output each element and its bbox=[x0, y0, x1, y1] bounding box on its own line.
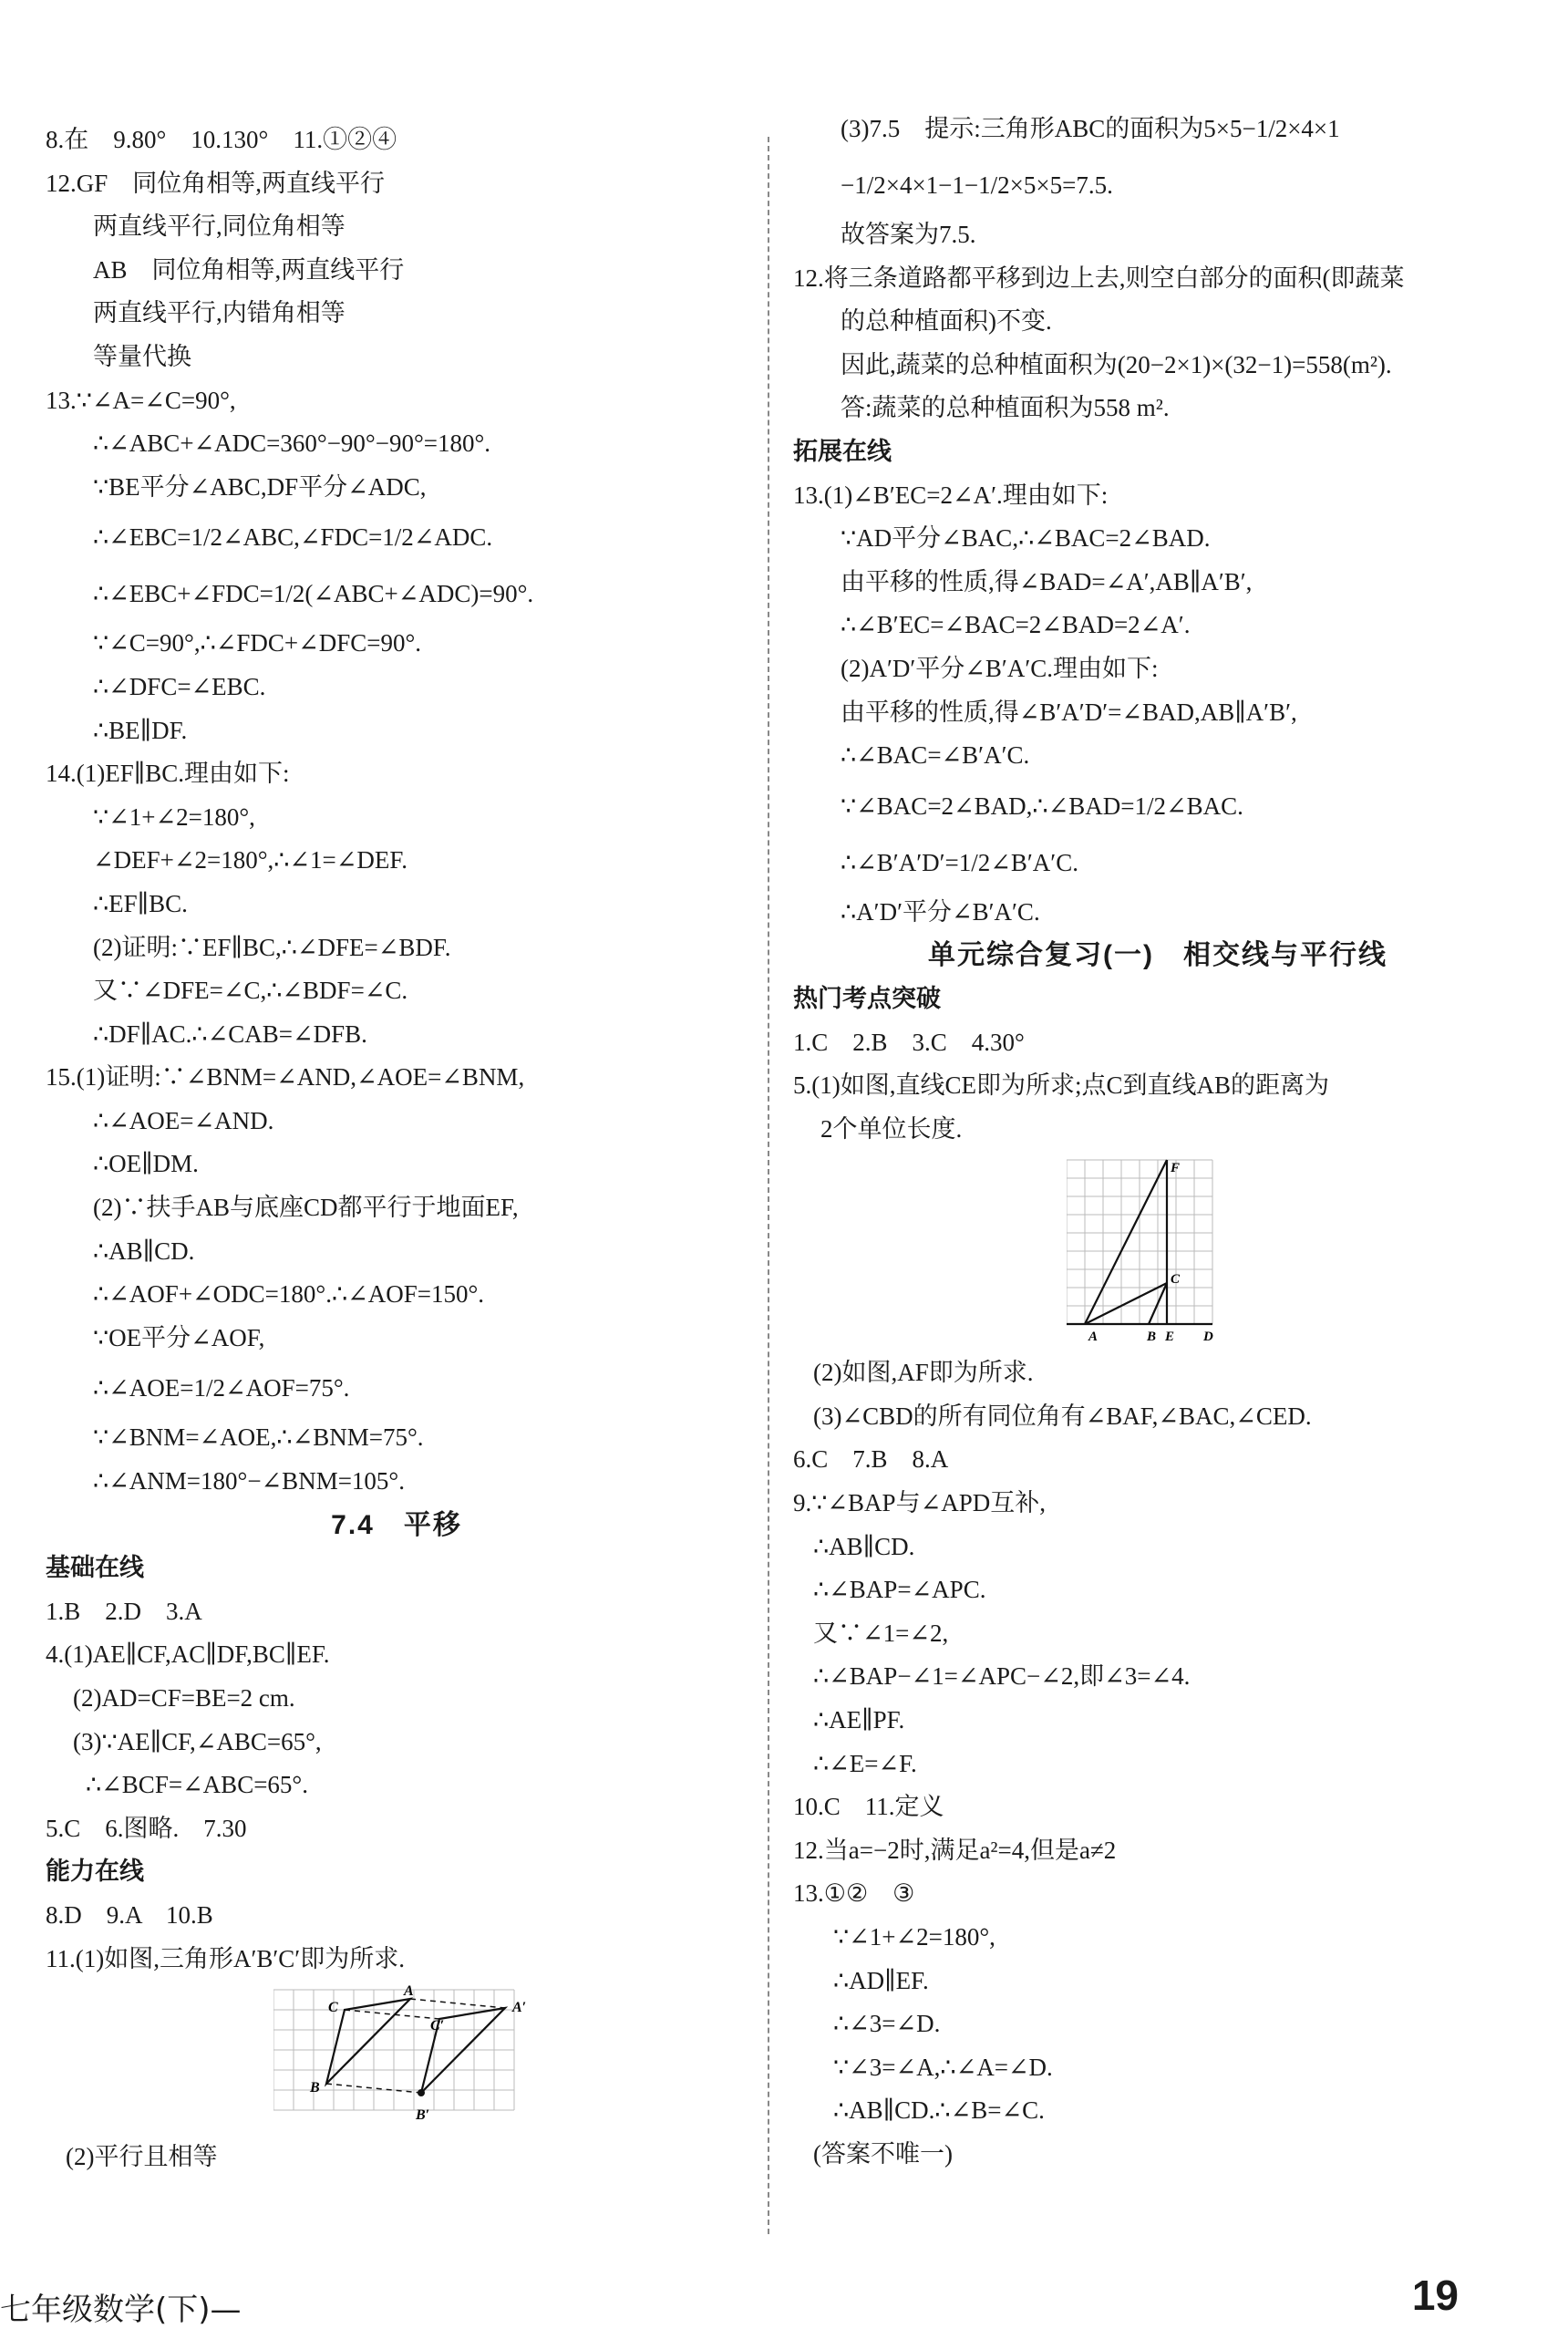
answer-line: ∵BE平分∠ABC,DF平分∠ADC, bbox=[93, 472, 427, 501]
answer-line: ∴AB∥CD. bbox=[93, 1237, 195, 1265]
answer-line: 13.①② ③ bbox=[793, 1879, 915, 1908]
answer-line: ∴∠B′A′D′=1/2∠B′A′C. bbox=[841, 848, 1078, 876]
point-label: C bbox=[1171, 1272, 1181, 1288]
answer-line: 5.(1)如图,直线CE即为所求;点C到直线AB的距离为 bbox=[793, 1071, 1330, 1100]
answer-line: ∴AB∥CD.∴∠B=∠C. bbox=[833, 2096, 1045, 2125]
answer-line: 2个单位长度. bbox=[820, 1114, 963, 1143]
subsection-heading: 能力在线 bbox=[46, 1858, 144, 1886]
point-label: A bbox=[404, 1983, 414, 2000]
answer-line: 答:蔬菜的总种植面积为558 m². bbox=[841, 394, 1170, 422]
answer-line: ∵∠BAC=2∠BAD,∴∠BAD=1/2∠BAC. bbox=[841, 792, 1243, 820]
answer-line: 12.将三条道路都平移到边上去,则空白部分的面积(即蔬菜 bbox=[793, 264, 1405, 292]
subsection-heading: 拓展在线 bbox=[793, 437, 892, 465]
answer-line: 1.C 2.B 3.C 4.30° bbox=[793, 1028, 1025, 1056]
answer-line: ∴∠ABC+∠ADC=360°−90°−90°=180°. bbox=[93, 430, 491, 458]
point-label: F bbox=[1171, 1161, 1181, 1176]
answer-line: ∴AB∥CD. bbox=[813, 1532, 915, 1560]
subsection-heading: 热门考点突破 bbox=[793, 984, 941, 1012]
answer-line: 等量代换 bbox=[93, 342, 191, 370]
answer-line: 由平移的性质,得∠BAD=∠A′,AB∥A′B′, bbox=[841, 567, 1253, 595]
answer-line: ∴EF∥BC. bbox=[93, 889, 188, 917]
answer-line: ∴OE∥DM. bbox=[93, 1150, 199, 1178]
answer-line: 8.在 9.80° 10.130° 11.①②④ bbox=[46, 126, 397, 153]
answer-line: 6.C 7.B 8.A bbox=[793, 1445, 949, 1474]
answer-line: ∴∠BAP−∠1=∠APC−∠2,即∠3=∠4. bbox=[813, 1662, 1191, 1691]
answer-line: ∴∠EBC=1/2∠ABC,∠FDC=1/2∠ADC. bbox=[93, 523, 493, 552]
point-label: B bbox=[1147, 1330, 1157, 1345]
answer-line: (3)∠CBD的所有同位角有∠BAF,∠BAC,∠CED. bbox=[813, 1402, 1312, 1430]
answer-line: 15.(1)证明:∵∠BNM=∠AND,∠AOE=∠BNM, bbox=[46, 1063, 525, 1092]
answer-line: 由平移的性质,得∠B′A′D′=∠BAD,AB∥A′B′, bbox=[841, 698, 1297, 726]
answer-line: ∵∠1+∠2=180°, bbox=[833, 1923, 995, 1951]
answer-line: 11.(1)如图,三角形A′B′C′即为所求. bbox=[46, 1944, 405, 1972]
translation-figure bbox=[46, 1981, 748, 2136]
point-label: D bbox=[1203, 1330, 1213, 1345]
page-number: 19 bbox=[1411, 2272, 1459, 2319]
answer-line: ∵∠BNM=∠AOE,∴∠BNM=75°. bbox=[93, 1423, 424, 1452]
answer-line: 1.B 2.D 3.A bbox=[46, 1597, 202, 1625]
answer-line: ∵∠3=∠A,∴∠A=∠D. bbox=[833, 2053, 1053, 2081]
answer-line: (2)证明:∵EF∥BC,∴∠DFE=∠BDF. bbox=[93, 933, 451, 961]
answer-line: ∴∠E=∠F. bbox=[813, 1749, 917, 1777]
footer-book-title: 七年级数学(下)— bbox=[0, 2292, 242, 2328]
answer-line: 两直线平行,同位角相等 bbox=[93, 212, 346, 241]
answer-line: ∠DEF+∠2=180°,∴∠1=∠DEF. bbox=[93, 846, 408, 875]
answer-line: 10.C 11.定义 bbox=[793, 1793, 944, 1821]
answer-line: ∴∠AOF+∠ODC=180°.∴∠AOF=150°. bbox=[93, 1280, 485, 1309]
answer-line: 两直线平行,内错角相等 bbox=[93, 299, 346, 327]
answer-line: 12.GF 同位角相等,两直线平行 bbox=[46, 169, 386, 197]
answer-line: 8.D 9.A 10.B bbox=[46, 1900, 213, 1929]
answer-line: ∵AD平分∠BAC,∴∠BAC=2∠BAD. bbox=[841, 524, 1211, 553]
answer-line: (2)AD=CF=BE=2 cm. bbox=[73, 1684, 295, 1712]
point-label: A′ bbox=[512, 2000, 527, 2016]
answer-line: (答案不唯一) bbox=[813, 2139, 953, 2168]
answer-line: ∴∠DFC=∠EBC. bbox=[93, 672, 266, 700]
answer-line: ∴∠EBC+∠FDC=1/2(∠ABC+∠ADC)=90°. bbox=[93, 580, 534, 608]
answer-line: (3)7.5 提示:三角形ABC的面积为5×5−1/2×4×1 bbox=[841, 115, 1340, 142]
answer-line: 9.∵∠BAP与∠APD互补, bbox=[793, 1489, 1046, 1517]
right-column bbox=[793, 115, 1522, 2177]
answer-line: −1/2×4×1−1−1/2×5×5=7.5. bbox=[841, 171, 1113, 199]
answer-line: 的总种植面积)不变. bbox=[841, 307, 1052, 336]
translation-grid-svg bbox=[273, 1981, 547, 2127]
answer-line: ∴AD∥EF. bbox=[833, 1966, 929, 1994]
answer-line: ∴∠3=∠D. bbox=[833, 2010, 941, 2038]
point-label: B′ bbox=[416, 2107, 430, 2124]
answer-line: 又∵∠1=∠2, bbox=[813, 1619, 949, 1647]
answer-line: 4.(1)AE∥CF,AC∥DF,BC∥EF. bbox=[46, 1640, 330, 1669]
point-label: A bbox=[1088, 1330, 1099, 1345]
answer-line: ∴∠BAC=∠B′A′C. bbox=[841, 741, 1030, 770]
answer-line: 又∵∠DFE=∠C,∴∠BDF=∠C. bbox=[93, 977, 408, 1005]
answer-line: AB 同位角相等,两直线平行 bbox=[93, 255, 405, 284]
column-divider bbox=[768, 137, 769, 2234]
answer-line: 14.(1)EF∥BC.理由如下: bbox=[46, 760, 290, 788]
subsection-heading: 基础在线 bbox=[46, 1554, 144, 1582]
answer-line: 13.∵∠A=∠C=90°, bbox=[46, 386, 236, 414]
answer-line: ∴∠ANM=180°−∠BNM=105°. bbox=[93, 1467, 405, 1496]
answer-line: ∴∠AOE=1/2∠AOF=75°. bbox=[93, 1374, 350, 1402]
answer-line: 5.C 6.图略. 7.30 bbox=[46, 1814, 247, 1842]
answer-line: 因此,蔬菜的总种植面积为(20−2×1)×(32−1)=558(m²). bbox=[841, 350, 1392, 378]
point-label: E bbox=[1165, 1330, 1175, 1345]
answer-line: ∴AE∥PF. bbox=[813, 1706, 905, 1734]
answer-line: (2)A′D′平分∠B′A′C.理由如下: bbox=[841, 654, 1159, 682]
answer-line: 13.(1)∠B′EC=2∠A′.理由如下: bbox=[793, 481, 1109, 509]
answer-line: ∴∠AOE=∠AND. bbox=[93, 1106, 274, 1134]
answer-line: (2)平行且相等 bbox=[66, 2143, 218, 2171]
point-label: B bbox=[310, 2080, 320, 2096]
answer-line: (3)∵AE∥CF,∠ABC=65°, bbox=[73, 1727, 322, 1755]
answer-line: 12.当a=−2时,满足a²=4,但是a≠2 bbox=[793, 1836, 1117, 1864]
perpendicular-figure bbox=[793, 1151, 1522, 1351]
point-label: C′ bbox=[430, 2018, 445, 2034]
answer-line: ∴DF∥AC.∴∠CAB=∠DFB. bbox=[93, 1019, 367, 1048]
section-title: 7.4 平移 bbox=[331, 1509, 462, 1540]
answer-line: ∵OE平分∠AOF, bbox=[93, 1323, 265, 1351]
answer-line: ∴BE∥DF. bbox=[93, 716, 188, 744]
answer-line: ∵∠C=90°,∴∠FDC+∠DFC=90°. bbox=[93, 629, 422, 657]
left-column bbox=[46, 119, 748, 2179]
perpendicular-grid-svg bbox=[1067, 1155, 1249, 1347]
point-label: C bbox=[328, 2000, 338, 2016]
answer-line: (2)如图,AF即为所求. bbox=[813, 1359, 1034, 1387]
answer-line: ∵∠1+∠2=180°, bbox=[93, 802, 255, 831]
answer-line: (2)∵扶手AB与底座CD都平行于地面EF, bbox=[93, 1194, 519, 1222]
answer-line: ∴∠BAP=∠APC. bbox=[813, 1576, 986, 1604]
answer-line: ∴∠BCF=∠ABC=65°. bbox=[86, 1771, 308, 1799]
section-title: 单元综合复习(一) 相交线与平行线 bbox=[928, 940, 1387, 971]
answer-line: 故答案为7.5. bbox=[841, 221, 976, 248]
answer-line: ∴∠B′EC=∠BAC=2∠BAD=2∠A′. bbox=[841, 611, 1191, 639]
answer-line: ∴A′D′平分∠B′A′C. bbox=[841, 897, 1040, 926]
